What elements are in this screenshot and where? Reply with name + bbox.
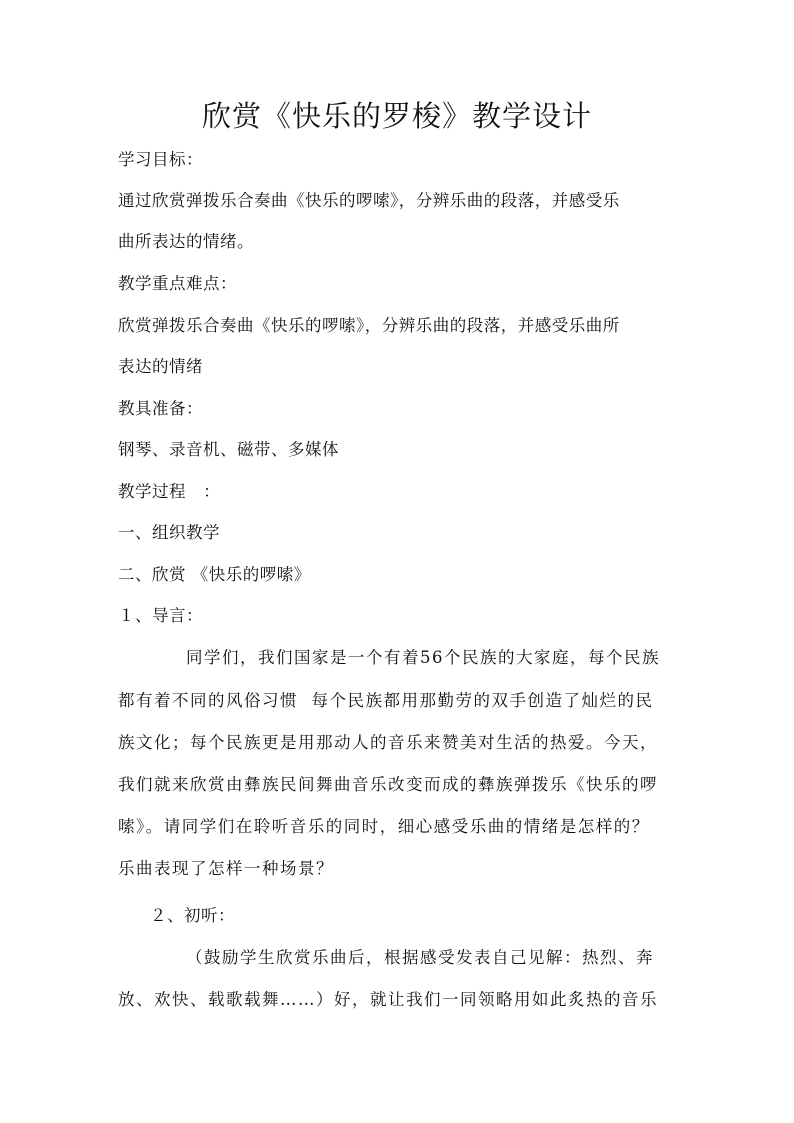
first-listen-line: （鼓励学生欣赏乐曲后，根据感受发表自己见解：热烈、奔 (186, 948, 654, 967)
intro-line: 族文化；每个民族更是用那动人的音乐来赞美对生活的热爱。今天， (118, 733, 658, 752)
document-title: 欣赏《快乐的罗梭》教学设计 (201, 99, 592, 133)
materials-heading: 教具准备： (118, 399, 203, 418)
key-points-line: 表达的情绪 (118, 357, 203, 376)
intro-line: 乐曲表现了怎样一种场景？ (118, 859, 334, 878)
first-listen-line: 放、欢快、载歌载舞……）好，就让我们一同领略用如此炙热的音乐 (118, 990, 658, 1009)
intro-line: 我们就来欣赏由彝族民间舞曲音乐改变而成的彝族弹拨乐《快乐的啰 (118, 775, 658, 794)
key-points-line: 欣赏弹拨乐合奏曲《快乐的啰嗦》，分辨乐曲的段落，并感受乐曲所 (118, 316, 620, 335)
process-heading: 教学过程 ： (118, 482, 221, 501)
intro-heading: １、导言： (118, 606, 203, 625)
first-listen-heading: ２、初听： (150, 906, 235, 925)
intro-line: 都有着不同的风俗习惯 每个民族都用那勤劳的双手创造了灿烂的民 (118, 691, 654, 710)
objectives-heading: 学习目标： (118, 150, 203, 169)
objectives-line: 曲所表达的情绪。 (118, 232, 254, 251)
key-points-heading: 教学重点难点： (118, 274, 237, 293)
intro-line: 同学们，我们国家是一个有着56个民族的大家庭，每个民族 (186, 648, 660, 667)
intro-line: 嗦》。请同学们在聆听音乐的同时，细心感受乐曲的情绪是怎样的？ (118, 817, 650, 836)
step-appreciate: 二、欣赏 《快乐的啰嗦》 (118, 565, 311, 584)
objectives-line: 通过欣赏弹拨乐合奏曲《快乐的啰嗦》，分辨乐曲的段落，并感受乐 (118, 191, 620, 210)
step-organize: 一、组织教学 (118, 523, 220, 542)
materials-text: 钢琴、录音机、磁带、多媒体 (118, 440, 339, 459)
